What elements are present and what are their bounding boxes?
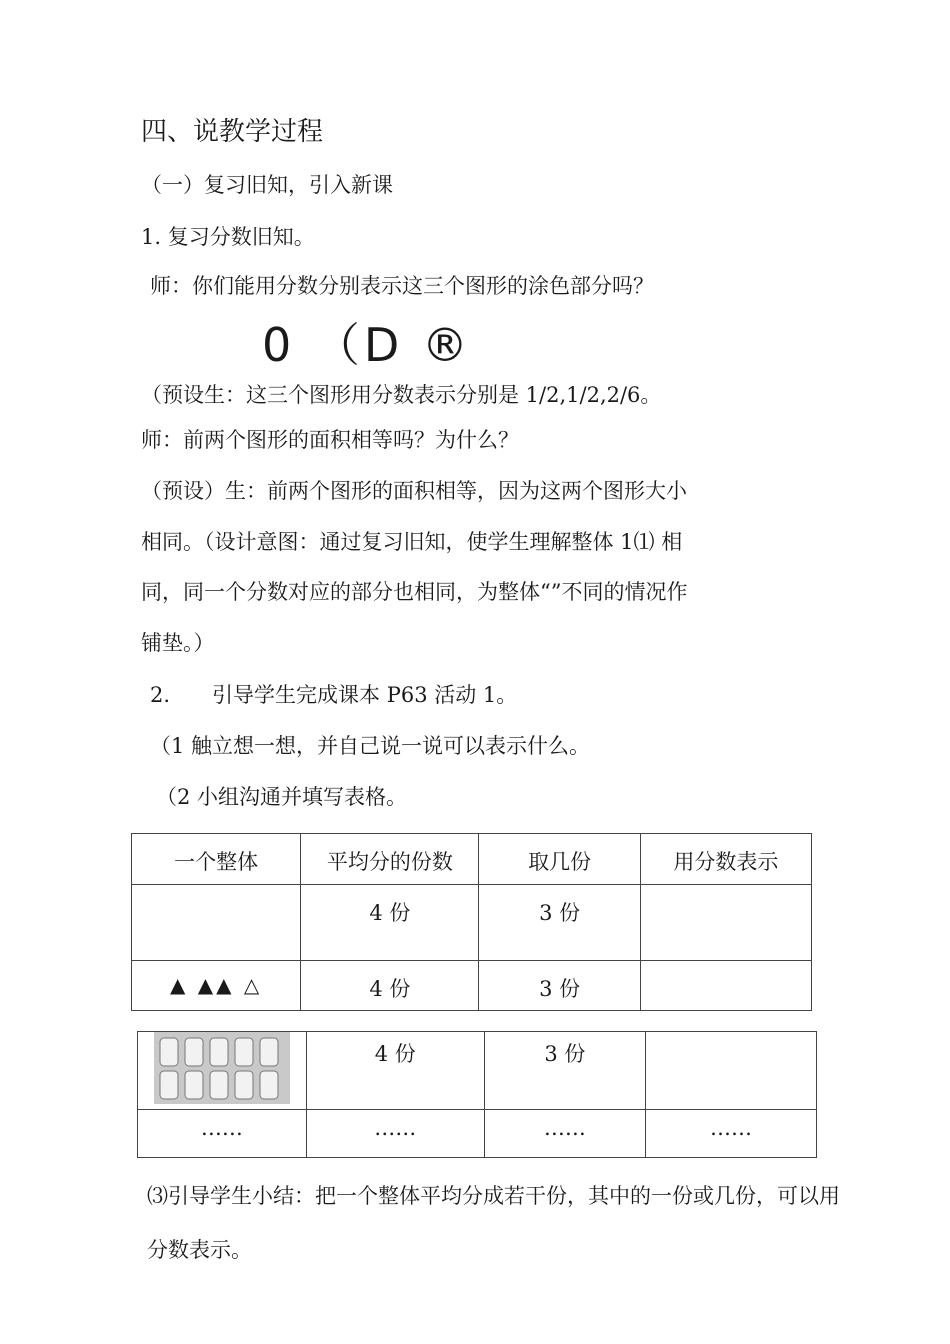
table-header: 取几份	[479, 834, 640, 885]
preset-answer-2-line-1: （预设）生：前两个图形的面积相等，因为这两个图形大小	[141, 479, 687, 503]
table-header: 一个整体	[132, 834, 301, 885]
table-row	[132, 885, 812, 961]
table-cell	[645, 1032, 816, 1110]
table-row	[138, 1110, 817, 1158]
table-header: 平均分的份数	[301, 834, 479, 885]
teacher-question-2: 师：前两个图形的面积相等吗？为什么？	[141, 428, 519, 452]
table-cell	[132, 885, 301, 961]
table-cell: 3 份	[479, 961, 640, 1011]
section-title: 四、说教学过程	[141, 117, 324, 147]
step-2: （2 小组沟通并填写表格。	[156, 785, 408, 809]
fraction-table-1	[131, 833, 812, 1011]
step-3-line-2: 分数表示。	[147, 1238, 252, 1262]
fraction-table-2	[137, 1031, 817, 1158]
table-cell: 4 份	[306, 1032, 484, 1110]
table-cell: 3 份	[479, 885, 640, 961]
teacher-question-1: 师：你们能用分数分别表示这三个图形的涂色部分吗？	[150, 274, 654, 298]
step-1: （1 触立想一想，并自己说一说可以表示什么。	[150, 734, 591, 758]
table-cell	[640, 961, 811, 1011]
table-header: 用分数表示	[640, 834, 811, 885]
table-cell: 3 份	[484, 1032, 645, 1110]
subsection-title: （一）复习旧知，引入新课	[141, 173, 393, 197]
table-cell: ……	[645, 1110, 816, 1158]
preset-answer-2-line-4: 铺垫。）	[141, 631, 215, 655]
table-cell: ……	[306, 1110, 484, 1158]
table-cell: 4 份	[301, 961, 479, 1011]
item-1: 1. 复习分数旧知。	[141, 225, 315, 249]
shapes-figure: 0 （D ®	[262, 318, 472, 372]
table-cell: ……	[484, 1110, 645, 1158]
table-row	[138, 1032, 817, 1110]
step-3-line-1: ⑶引导学生小结：把一个整体平均分成若干份，其中的一份或几份，可以用	[147, 1184, 840, 1208]
table-cell	[640, 885, 811, 961]
preset-answer-2-line-3: 同，同一个分数对应的部分也相同，为整体“”不同的情况作	[141, 580, 688, 604]
table-row	[132, 961, 812, 1011]
bones-image	[154, 1032, 290, 1104]
item-2: 2. 引导学生完成课本 P63 活动 1。	[150, 683, 518, 707]
bone-picture-cell	[138, 1032, 307, 1110]
table-cell: ……	[138, 1110, 307, 1158]
preset-answer-2-line-2: 相同。（设计意图：通过复习旧知，使学生理解整体 1⑴ 相	[141, 530, 683, 554]
triangles-cell: ▲ ▲▲ △	[132, 961, 301, 1011]
table-cell: 4 份	[301, 885, 479, 961]
preset-answer-1: （预设生：这三个图形用分数表示分别是 1/2,1/2,2/6。	[141, 383, 662, 407]
